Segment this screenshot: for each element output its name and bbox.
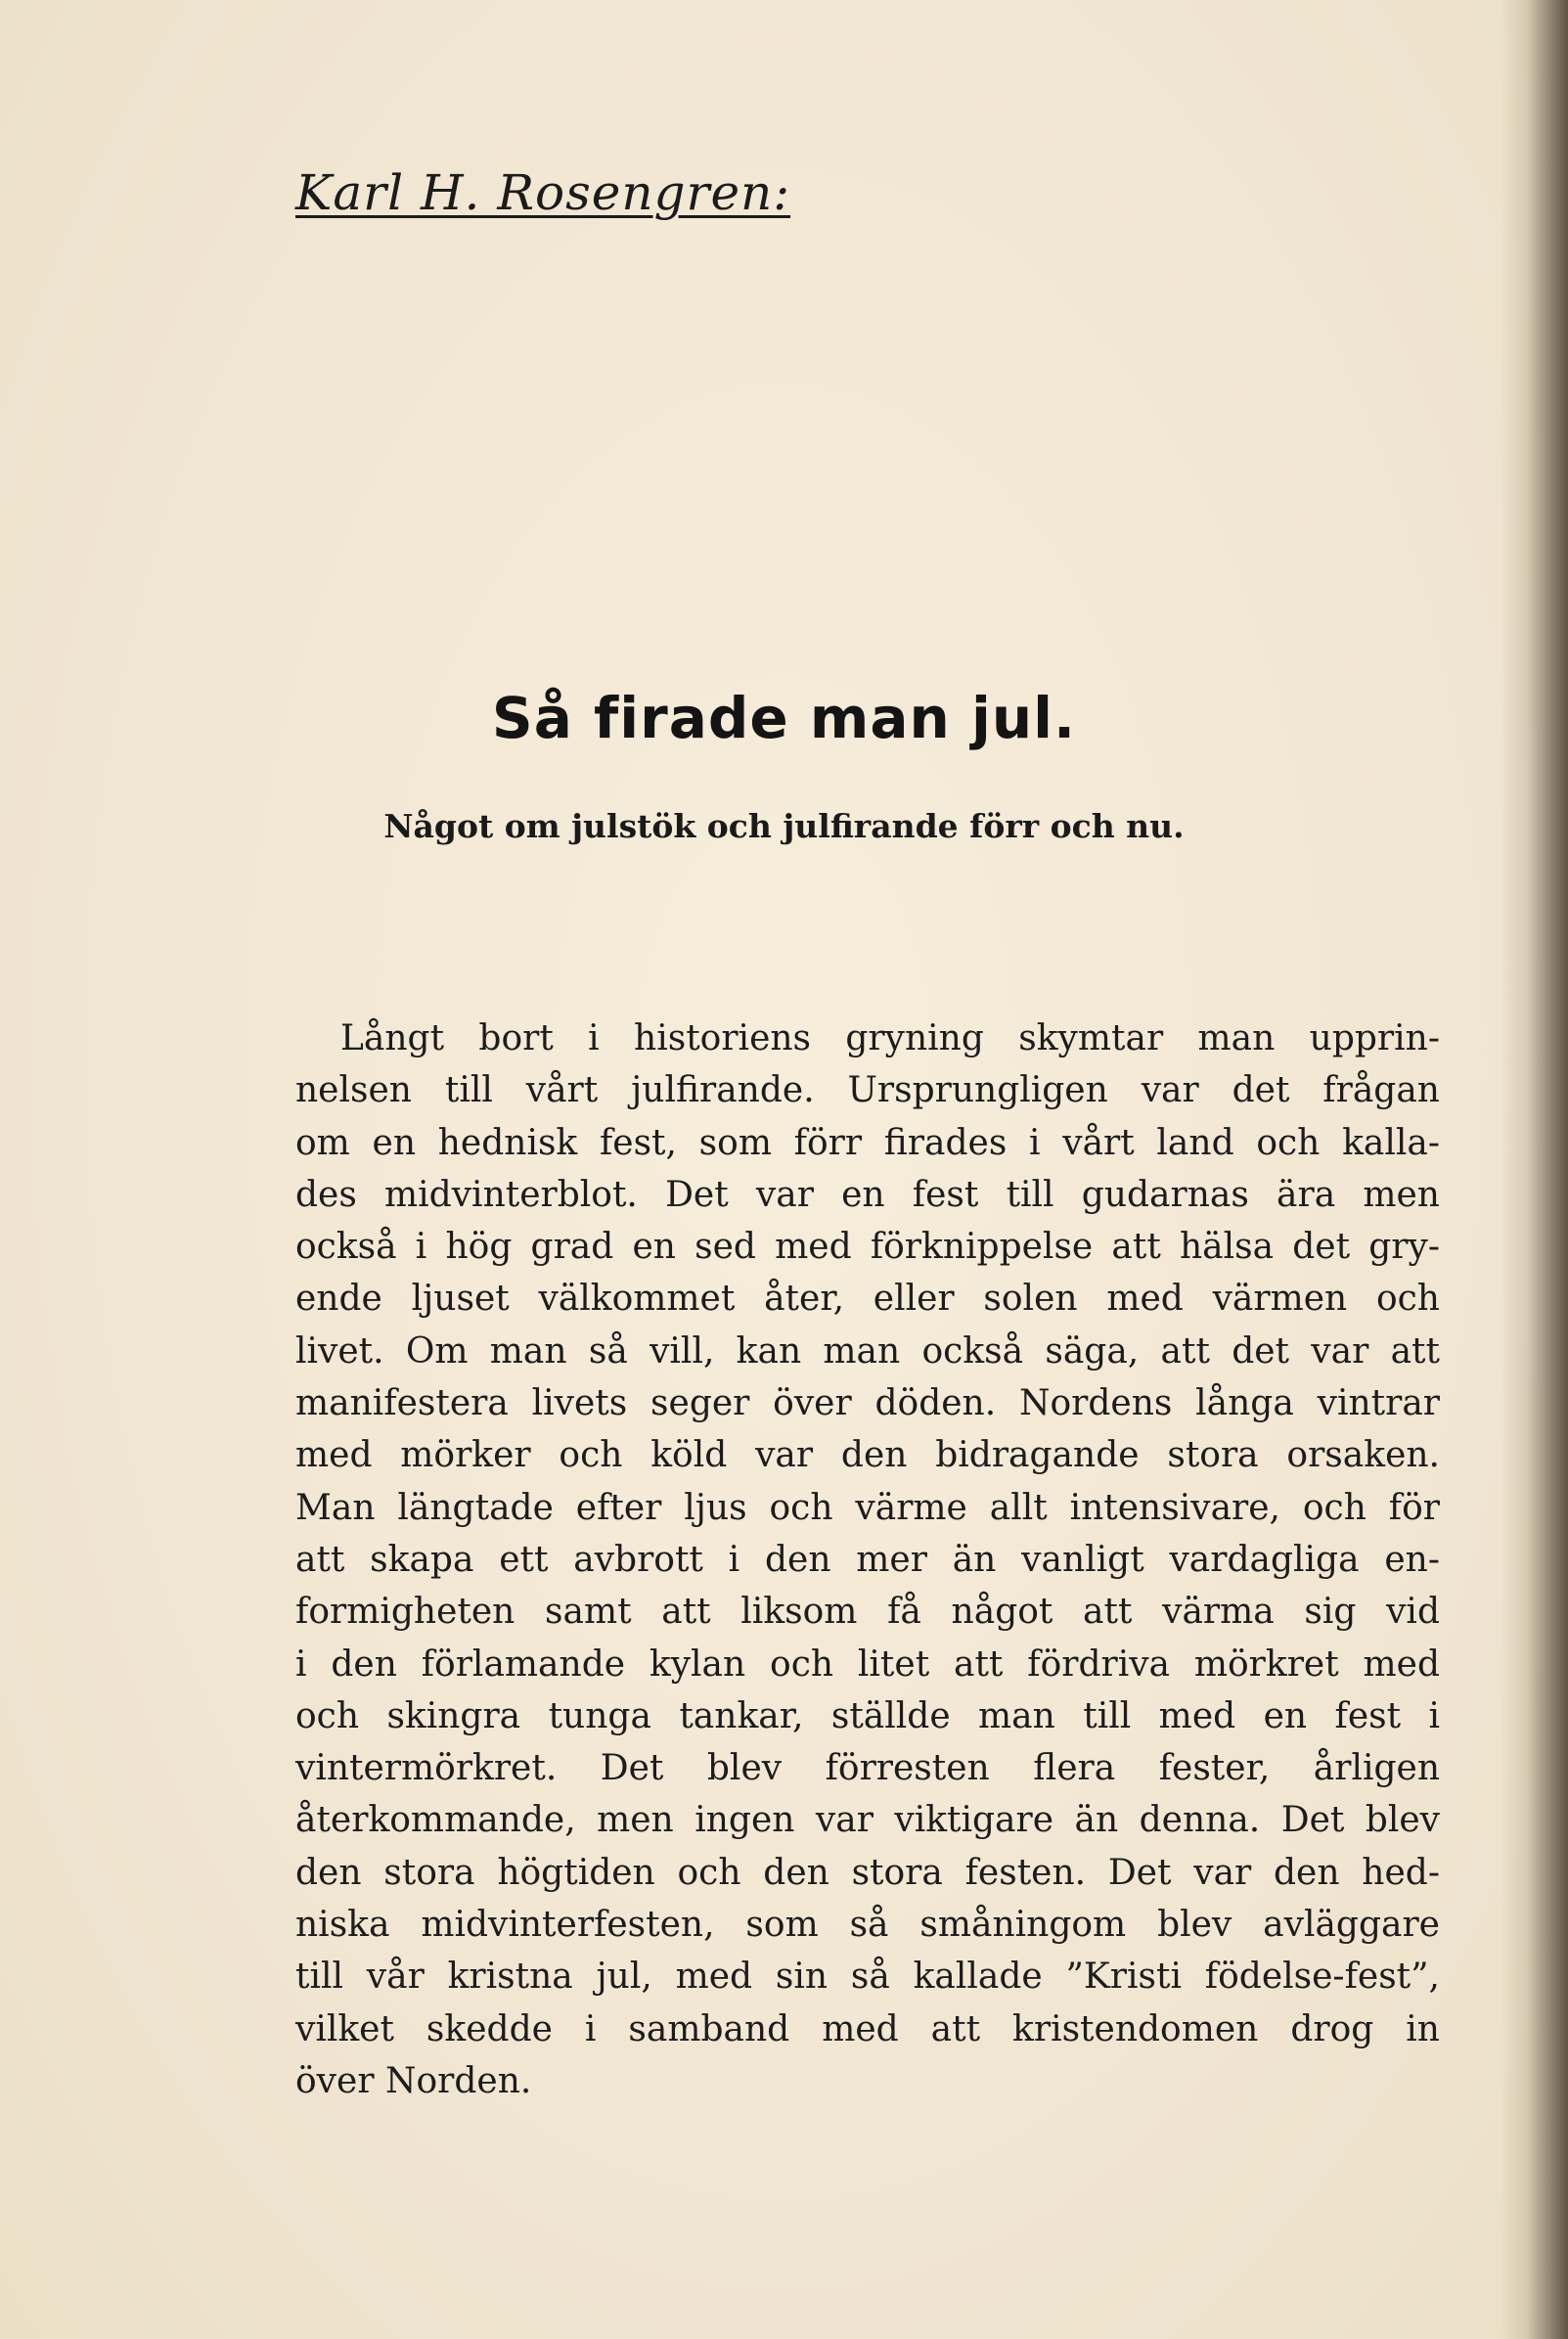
body-line: vilket skedde i samband med att kristendomen drog in — [295, 2008, 1440, 2049]
body-line: Man längtade efter ljus och värme allt intensivare, och för — [295, 1487, 1440, 1528]
body-line: niska midvinterfesten, som så småningom blev avläggare — [295, 1905, 1440, 1946]
author-heading: Karl H. Rosengren: — [295, 164, 791, 221]
body-line: återkommande, men ingen var viktigare än denna. Det blev — [295, 1800, 1440, 1841]
body-line: des midvinterblot. Det var en fest till gudarnas ära men — [295, 1174, 1440, 1215]
body-line: den stora högtiden och den stora festen. Det var den hed- — [295, 1852, 1440, 1893]
page-gutter-shadow — [1500, 0, 1568, 2339]
body-line: vintermörkret. Det blev förresten flera fester, årligen — [295, 1748, 1440, 1789]
body-line: nelsen till vårt julfirande. Ursprungligen var det frågan — [295, 1070, 1440, 1111]
body-line: ende ljuset välkommet åter, eller solen med värmen och — [295, 1279, 1440, 1320]
body-line: till vår kristna jul, med sin så kallade ”Kristi födelse-fest”, — [295, 1957, 1440, 1998]
body-line: också i hög grad en sed med förknippelse att hälsa det gry- — [295, 1227, 1440, 1268]
body-line: om en hednisk fest, som förr firades i vårt land och kalla- — [295, 1122, 1440, 1163]
body-line: manifestera livets seger över döden. Nordens långa vintrar — [295, 1383, 1440, 1424]
body-line: att skapa ett avbrott i den mer än vanligt vardagliga en- — [295, 1539, 1440, 1580]
body-line: med mörker och köld var den bidragande stora orsaken. — [295, 1435, 1440, 1476]
article-title: Så firade man jul. — [491, 685, 1077, 751]
body-line: över Norden. — [295, 2060, 532, 2101]
article-subtitle: Något om julstök och julfirande förr och nu. — [383, 807, 1185, 845]
body-line: livet. Om man så vill, kan man också säga, att det var att — [295, 1330, 1440, 1372]
article-body — [295, 1012, 1440, 2107]
body-line: Långt bort i historiens gryning skymtar man upprin- — [340, 1018, 1440, 1058]
body-line: i den förlamande kylan och litet att fördriva mörkret med — [295, 1643, 1440, 1685]
body-line: och skingra tunga tankar, ställde man till med en fest i — [295, 1695, 1440, 1736]
body-line: formigheten samt att liksom få något att värma sig vid — [295, 1592, 1440, 1633]
